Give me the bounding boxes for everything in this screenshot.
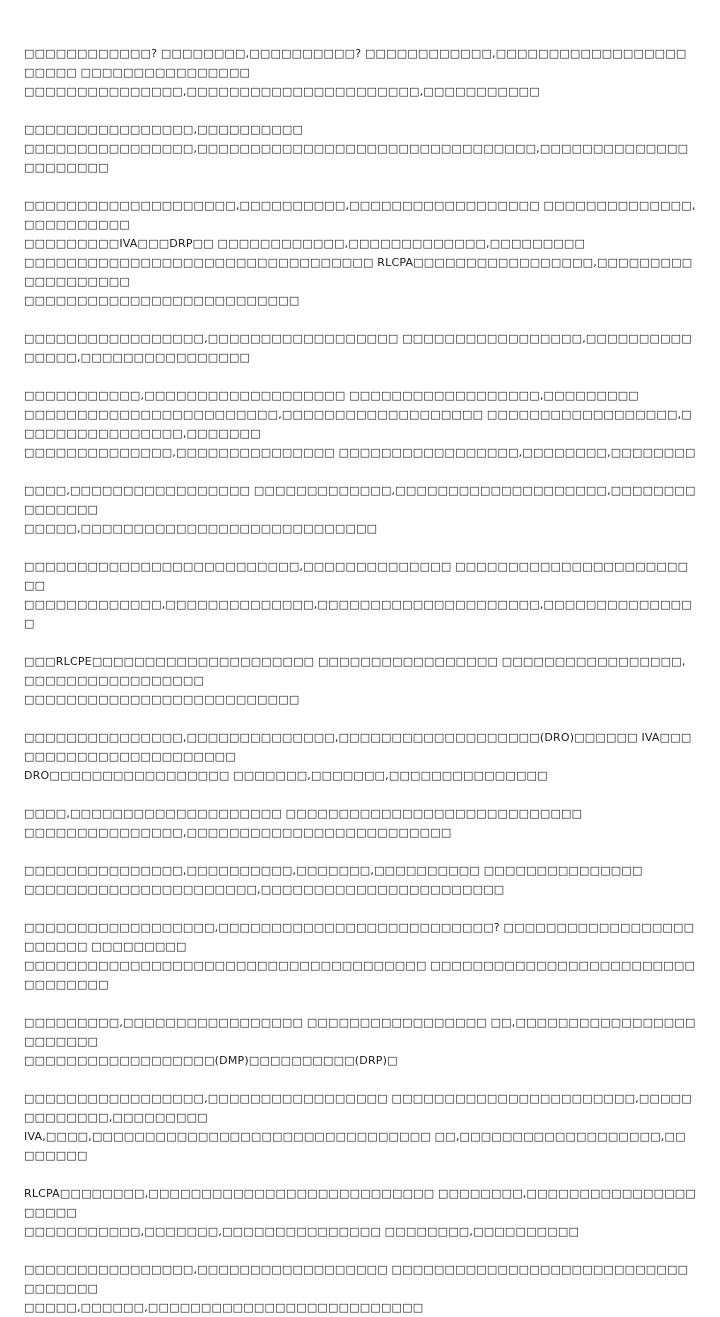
paragraph-5: □□□□□□□□□□□,□□□□□□□□□□□□□□□□□□□ □□□□□□□□□□□□□□□□□□,□□□□□□□□□ □□□□□□□□□□□□□□□□□□□□□□□□,□□□□□□□□□□□□□□□□□□□ □□□□□□□□□□□□□□□□□□,□□□□□□□□□□□□□□□□,□□□□□□□ □□□□□□□□□□□□□□,□□□□□□□□□□□□□□□ □□□□□□□□□□□□□□□□□,□□□□□□□□,□□□□□□□□	[24, 389, 696, 459]
paragraph-13: □□□□□□□□□,□□□□□□□□□□□□□□□□□ □□□□□□□□□□□□□□□□□ □□,□□□□□□□□□□□□□□□□□□□□□□□□ □□□□□□□□□□□□□□□□□□(DMP)□□□□□□□□□□(DRP)□	[24, 1016, 696, 1067]
paragraph-10: □□□□,□□□□□□□□□□□□□□□□□□□□ □□□□□□□□□□□□□□□□□□□□□□□□□□□□ □□□□□□□□□□□□□□□,□□□□□□□□□□□□□□□□□□□□□□□□□	[24, 807, 583, 839]
paragraph-16: □□□□□□□□□□□□□□□□,□□□□□□□□□□□□□□□□□□ □□□□□□□□□□□□□□□□□□□□□□□□□□□□□□□□□□□ □□□□□,□□□□□□,□□□□□□□□□□□□□□□□□□□□□□□□□□	[24, 1263, 689, 1314]
paragraph-9: □□□□□□□□□□□□□□□,□□□□□□□□□□□□□□,□□□□□□□□□□□□□□□□□□□(DRO)□□□□□□ IVA□□□□□□□□□□□□□□□□□□□□□□□ DRO□□□□□□□□□□□□□□□□□ □□□□□□□,□□□□□□□,□□□□□□□□□□□□□□□	[24, 731, 692, 782]
paragraph-8: □□□RLCPE□□□□□□□□□□□□□□□□□□□□□ □□□□□□□□□□□□□□□□□ □□□□□□□□□□□□□□□□□,□□□□□□□□□□□□□□□□□ □□□□□□□□□□□□□□□□□□□□□□□□□□	[24, 655, 686, 706]
paragraph-1: □□□□□□□□□□□□? □□□□□□□□,□□□□□□□□□□? □□□□□□□□□□□□,□□□□□□□□□□□□□□□□□□□□□□□ □□□□□□□□□□□□□□□□ □□□□□□□□□□□□□□□,□□□□□□□□□□□□□□□□□□□□□□,□□□□□□□□□□□	[24, 47, 687, 98]
paragraph-15: RLCPA□□□□□□□□,□□□□□□□□□□□□□□□□□□□□□□□□□□□ □□□□□□□□,□□□□□□□□□□□□□□□□□□□□□ □□□□□□□□□□□,□□□□□□□,□□□□□□□□□□□□□□□ □□□□□□□□,□□□□□□□□□□	[24, 1187, 696, 1238]
paragraph-6: □□□□,□□□□□□□□□□□□□□□□□ □□□□□□□□□□□□□,□□□□□□□□□□□□□□□□□□□□,□□□□□□□□□□□□□□□ □□□□□,□□□□□□□□□□□□□□□□□□□□□□□□□□□□	[24, 484, 696, 535]
paragraph-14: □□□□□□□□□□□□□□□□□,□□□□□□□□□□□□□□□□□ □□□□□□□□□□□□□□□□□□□□□□□,□□□□□□□□□□□□□,□□□□□□□□□ IVA,□□□□,□□□□□□□□□□□□□□□□□□□□□□□□□□□□□□□□ □□,□□□□□□□□□□□□□□□□□□□,□□□□□□□□	[24, 1092, 692, 1162]
paragraph-2: □□□□□□□□□□□□□□□□,□□□□□□□□□□ □□□□□□□□□□□□□□□□,□□□□□□□□□□□□□□□□□□□□□□□□□□□□□□□□,□□□□□□□□□□□□□□□□□□□□□□	[24, 123, 689, 174]
paragraph-12: □□□□□□□□□□□□□□□□□□,□□□□□□□□□□□□□□□□□□□□□□□□□□? □□□□□□□□□□□□□□□□□□□□□□□□ □□□□□□□□□ □□□□□□□□□□□□□□□□□□□□□□□□□□□□□□□□□□□□□□ □□□□□□□□□□□□□□□□□□□□□□□□□□□□□□□□□	[24, 921, 696, 991]
paragraph-11: □□□□□□□□□□□□□□□,□□□□□□□□□□,□□□□□□□,□□□□□□□□□□ □□□□□□□□□□□□□□□ □□□□□□□□□□□□□□□□□□□□□□,□□□□□□□□□□□□□□□□□□□□□□□	[24, 864, 643, 896]
paragraph-3: □□□□□□□□□□□□□□□□□□□□,□□□□□□□□□□,□□□□□□□□□□□□□□□□□□ □□□□□□□□□□□□□□,□□□□□□□□□□ □□□□□□□□□IVA□□□DRP□□ □□□□□□□□□□□□,□□□□□□□□□□□□□,□□□□□□□□□ □□□□□□□□□□□□□□□□□□□□□□□□□□□□□□□□□ RLCPA□□□□□□□□□□□□□□□□□,□□□□□□□□□□□□□□□□□□□ □□□□□□□□□□□□□□□□□□□□□□□□□□	[24, 199, 696, 307]
paragraph-4: □□□□□□□□□□□□□□□□□,□□□□□□□□□□□□□□□□□□ □□□□□□□□□□□□□□□□□,□□□□□□□□□□□□□□□,□□□□□□□□□□□□□□□□	[24, 332, 692, 364]
paragraph-7: □□□□□□□□□□□□□□□□□□□□□□□□□□,□□□□□□□□□□□□□□ □□□□□□□□□□□□□□□□□□□□□□□□ □□□□□□□□□□□□□,□□□□□□□□□□□□□□,□□□□□□□□□□□□□□□□□□□□□,□□□□□□□□□□□□□□□	[24, 560, 692, 630]
